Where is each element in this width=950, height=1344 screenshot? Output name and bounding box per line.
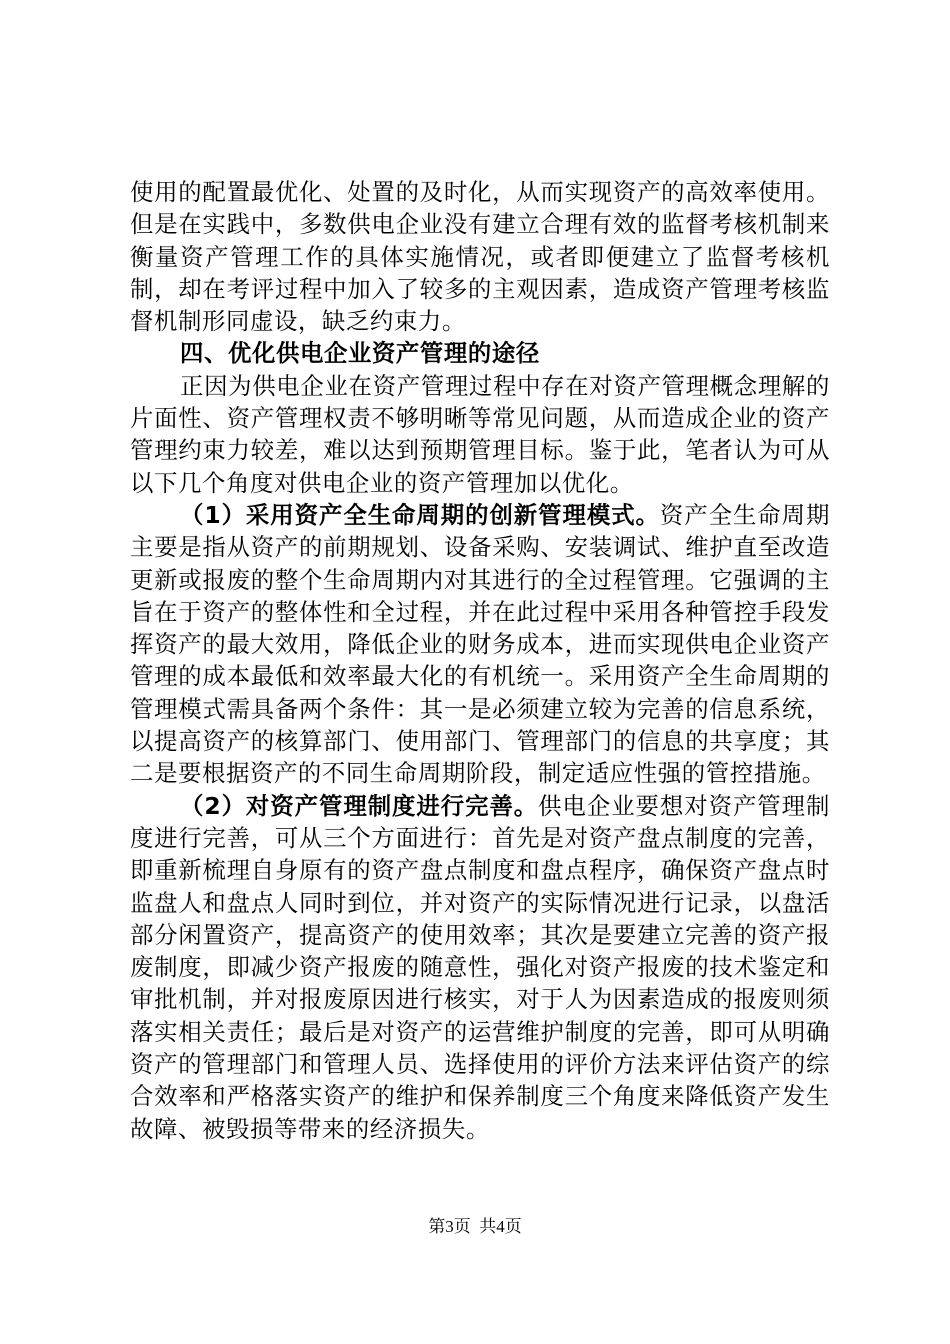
paragraph-item-2 [130,790,830,1145]
paragraph-item-1 [130,499,830,790]
item-1-body: 资产全生命周期主要是指从资产的前期规划、设备采购、安装调试、维护直至改造更新或报废的整个生命周期内对其进行的全过程管理。它强调的主旨在于资产的整体性和全过程，并在此过程中采用各种管控手段发挥资产的最大效用，降低企业的财务成本，进而实现供电企业资产管理的成本最低和效率最大化的有机统一。采用资产全生命周期的管理模式需具备两个条件：其一是必须建立较为完善的信息系统，以提高资产的核算部门、使用部门、管理部门的信息的共享度；其二是要根据资产的不同生命周期阶段，制定适应性强的管控措施。 [130,500,830,788]
section-heading: 四、优化供电企业资产管理的途径 [180,339,540,368]
document-body [130,176,830,1145]
item-2-body: 供电企业要想对资产管理制度进行完善，可从三个方面进行：首先是对资产盘点制度的完善，即重新梳理自身原有的资产盘点制度和盘点程序，确保资产盘点时监盘人和盘点人同时到位，并对资产的实际情况进行记录，以盘活部分闲置资产，提高资产的使用效率；其次是要建立完善的资产报废制度，即减少资产报废的随意性，强化对资产报废的技术鉴定和审批机制，并对报废原因进行核实，对于人为因素造成的报废则须落实相关责任；最后是对资产的运营维护制度的完善，即可从明确资产的管理部门和管理人员、选择使用的评价方法来评估资产的综合效率和严格落实资产的维护和保养制度三个角度来降低资产发生故障、被毁损等带来的经济损失。 [130,791,831,1143]
paragraph-continued: 使用的配置最优化、处置的及时化，从而实现资产的高效率使用。但是在实践中，多数供电企业没有建立合理有效的监督考核机制来衡量资产管理工作的具体实施情况，或者即便建立了监督考核机制，却在考评过程中加入了较多的主观因素，造成资产管理考核监督机制形同虚设，缺乏约束力。 [130,178,830,336]
item-1-lead: （1）采用资产全生命周期的创新管理模式。 [180,500,660,529]
page-number-label: 第3页 共4页 [428,1217,522,1236]
item-2-lead: （2）对资产管理制度进行完善。 [180,791,539,820]
paragraph-intro: 正因为供电企业在资产管理过程中存在对资产管理概念理解的片面性、资产管理权责不够明晰等常见问题，从而造成企业的资产管理约束力较差，难以达到预期管理目标。鉴于此，笔者认为可从以下几个角度对供电企业的资产管理加以优化。 [130,371,830,497]
page-footer [0,1216,950,1238]
